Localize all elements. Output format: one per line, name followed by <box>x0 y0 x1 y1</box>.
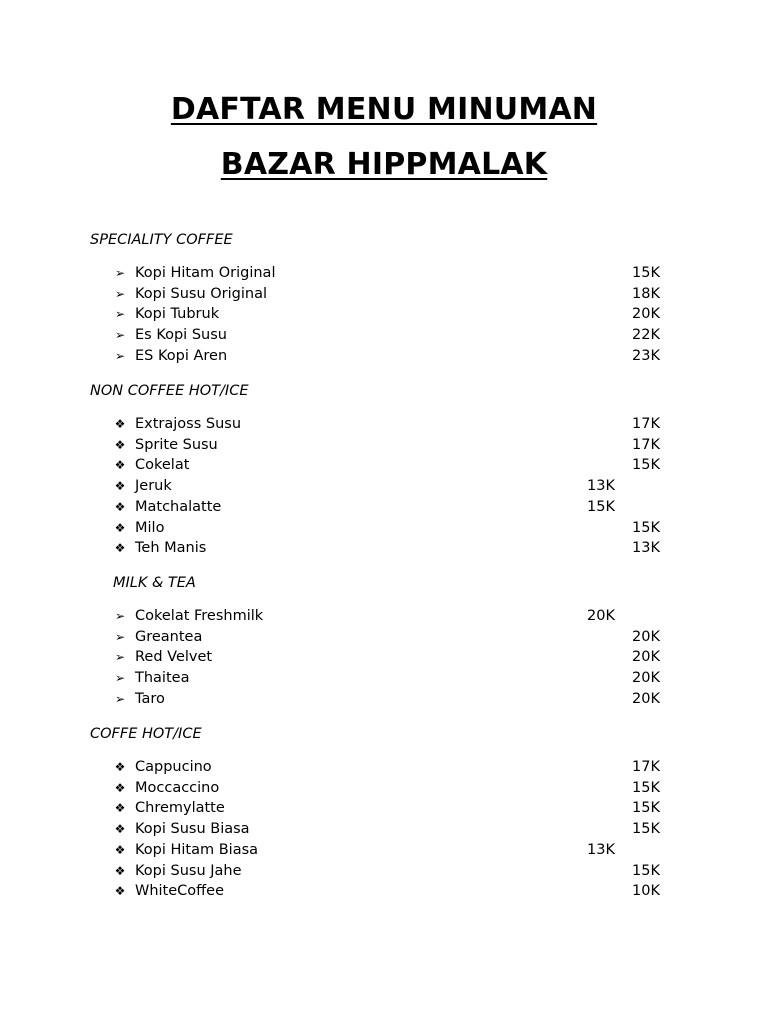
menu-item-price: 15K <box>632 821 660 838</box>
menu-item-name: WhiteCoffee <box>135 883 224 900</box>
diamond-bullet-icon: ❖ <box>114 479 126 494</box>
menu-item-price: 15K <box>632 862 660 879</box>
menu-item-price: 17K <box>632 759 660 775</box>
menu-item-price: 20K <box>587 608 615 624</box>
arrow-bullet-icon: ➢ <box>114 266 126 280</box>
menu-item-name: Kopi Susu Jahe <box>135 862 242 879</box>
diamond-bullet-icon: ❖ <box>114 760 126 774</box>
diamond-bullet-icon: ❖ <box>114 437 126 452</box>
menu-item-price: 17K <box>632 416 660 432</box>
menu-item-name: Taro <box>135 690 165 707</box>
menu-item-name: Extrajoss Susu <box>135 416 242 432</box>
menu-item <box>0 647 768 668</box>
arrow-bullet-icon: ➢ <box>114 691 126 706</box>
diamond-bullet-icon: ❖ <box>114 499 126 514</box>
menu-item-name: Red Velvet <box>135 649 213 666</box>
menu-item-name: Cappucino <box>135 759 212 775</box>
menu-item-name: Kopi Hitam Biasa <box>135 841 259 858</box>
menu-item-price: 20K <box>632 670 660 687</box>
menu-item-price: 10K <box>632 883 660 900</box>
menu-item-price: 20K <box>632 306 660 323</box>
menu-item <box>0 284 768 305</box>
menu-item-name: Moccaccino <box>135 779 220 796</box>
menu-item-price: 20K <box>632 690 660 707</box>
menu-item-price: 20K <box>632 628 660 645</box>
menu-item <box>0 757 768 778</box>
menu-item <box>0 627 768 648</box>
menu-item-name: Cokelat <box>135 457 190 474</box>
menu-item-price: 17K <box>632 436 660 453</box>
diamond-bullet-icon: ❖ <box>114 801 126 816</box>
menu-item-name: ES Kopi Aren <box>135 347 228 364</box>
section-heading: MILK & TEA <box>113 575 196 591</box>
menu-item-name: Kopi Hitam Original <box>135 265 276 281</box>
menu-item <box>0 414 768 435</box>
diamond-bullet-icon: ❖ <box>114 863 126 878</box>
menu-item <box>0 606 768 627</box>
section-heading: SPECIALITY COFFEE <box>90 232 233 248</box>
menu-item <box>0 861 768 882</box>
menu-item <box>0 881 768 902</box>
menu-item-price: 18K <box>632 285 660 302</box>
menu-item <box>0 668 768 689</box>
menu-item <box>0 304 768 325</box>
diamond-bullet-icon: ❖ <box>114 417 126 431</box>
menu-item <box>0 518 768 539</box>
menu-item-price: 13K <box>587 841 615 858</box>
menu-item-name: Chremylatte <box>135 800 225 817</box>
arrow-bullet-icon: ➢ <box>114 348 126 363</box>
menu-item <box>0 476 768 497</box>
page-subtitle: BAZAR HIPPMALAK <box>220 147 548 182</box>
menu-item-price: 22K <box>632 327 660 344</box>
menu-item <box>0 840 768 861</box>
diamond-bullet-icon: ❖ <box>114 458 126 473</box>
diamond-bullet-icon: ❖ <box>114 822 126 837</box>
menu-item <box>0 689 768 710</box>
diamond-bullet-icon: ❖ <box>114 520 126 535</box>
menu-item <box>0 435 768 456</box>
menu-item-price: 15K <box>632 800 660 817</box>
menu-item-price: 13K <box>632 540 660 557</box>
arrow-bullet-icon: ➢ <box>114 286 126 301</box>
diamond-bullet-icon: ❖ <box>114 884 126 899</box>
diamond-bullet-icon: ❖ <box>114 842 126 857</box>
menu-item <box>0 455 768 476</box>
menu-item-name: Kopi Susu Original <box>135 285 267 302</box>
menu-item-name: Thaitea <box>135 670 190 687</box>
menu-item <box>0 538 768 559</box>
diamond-bullet-icon: ❖ <box>114 541 126 556</box>
menu-item-price: 13K <box>587 478 615 495</box>
diamond-bullet-icon: ❖ <box>114 780 126 795</box>
menu-item-name: Milo <box>135 519 165 536</box>
menu-item <box>0 798 768 819</box>
menu-item <box>0 819 768 840</box>
menu-item-name: Teh Manis <box>135 540 207 557</box>
menu-item <box>0 778 768 799</box>
menu-item-name: Cokelat Freshmilk <box>135 608 264 624</box>
arrow-bullet-icon: ➢ <box>114 671 126 686</box>
arrow-bullet-icon: ➢ <box>114 629 126 644</box>
menu-item-name: Kopi Tubruk <box>135 306 220 323</box>
menu-item-name: Es Kopi Susu <box>135 327 227 344</box>
page-title: DAFTAR MENU MINUMAN <box>170 92 598 127</box>
arrow-bullet-icon: ➢ <box>114 650 126 665</box>
arrow-bullet-icon: ➢ <box>114 307 126 322</box>
menu-item-name: Kopi Susu Biasa <box>135 821 250 838</box>
menu-item <box>0 346 768 367</box>
menu-item <box>0 325 768 346</box>
section-heading: NON COFFEE HOT/ICE <box>90 383 249 399</box>
menu-item-price: 20K <box>632 649 660 666</box>
menu-item-name: Matchalatte <box>135 498 222 515</box>
menu-item-name: Greantea <box>135 628 203 645</box>
menu-item <box>0 263 768 284</box>
menu-item-price: 15K <box>632 457 660 474</box>
menu-item-price: 15K <box>632 265 660 281</box>
menu-item-price: 23K <box>632 347 660 364</box>
section-heading: COFFE HOT/ICE <box>90 726 202 742</box>
menu-item-name: Sprite Susu <box>135 436 218 453</box>
menu-item <box>0 497 768 518</box>
menu-item-price: 15K <box>632 519 660 536</box>
menu-item-price: 15K <box>587 498 615 515</box>
arrow-bullet-icon: ➢ <box>114 328 126 343</box>
menu-item-name: Jeruk <box>135 478 172 495</box>
menu-item-price: 15K <box>632 779 660 796</box>
arrow-bullet-icon: ➢ <box>114 609 126 623</box>
